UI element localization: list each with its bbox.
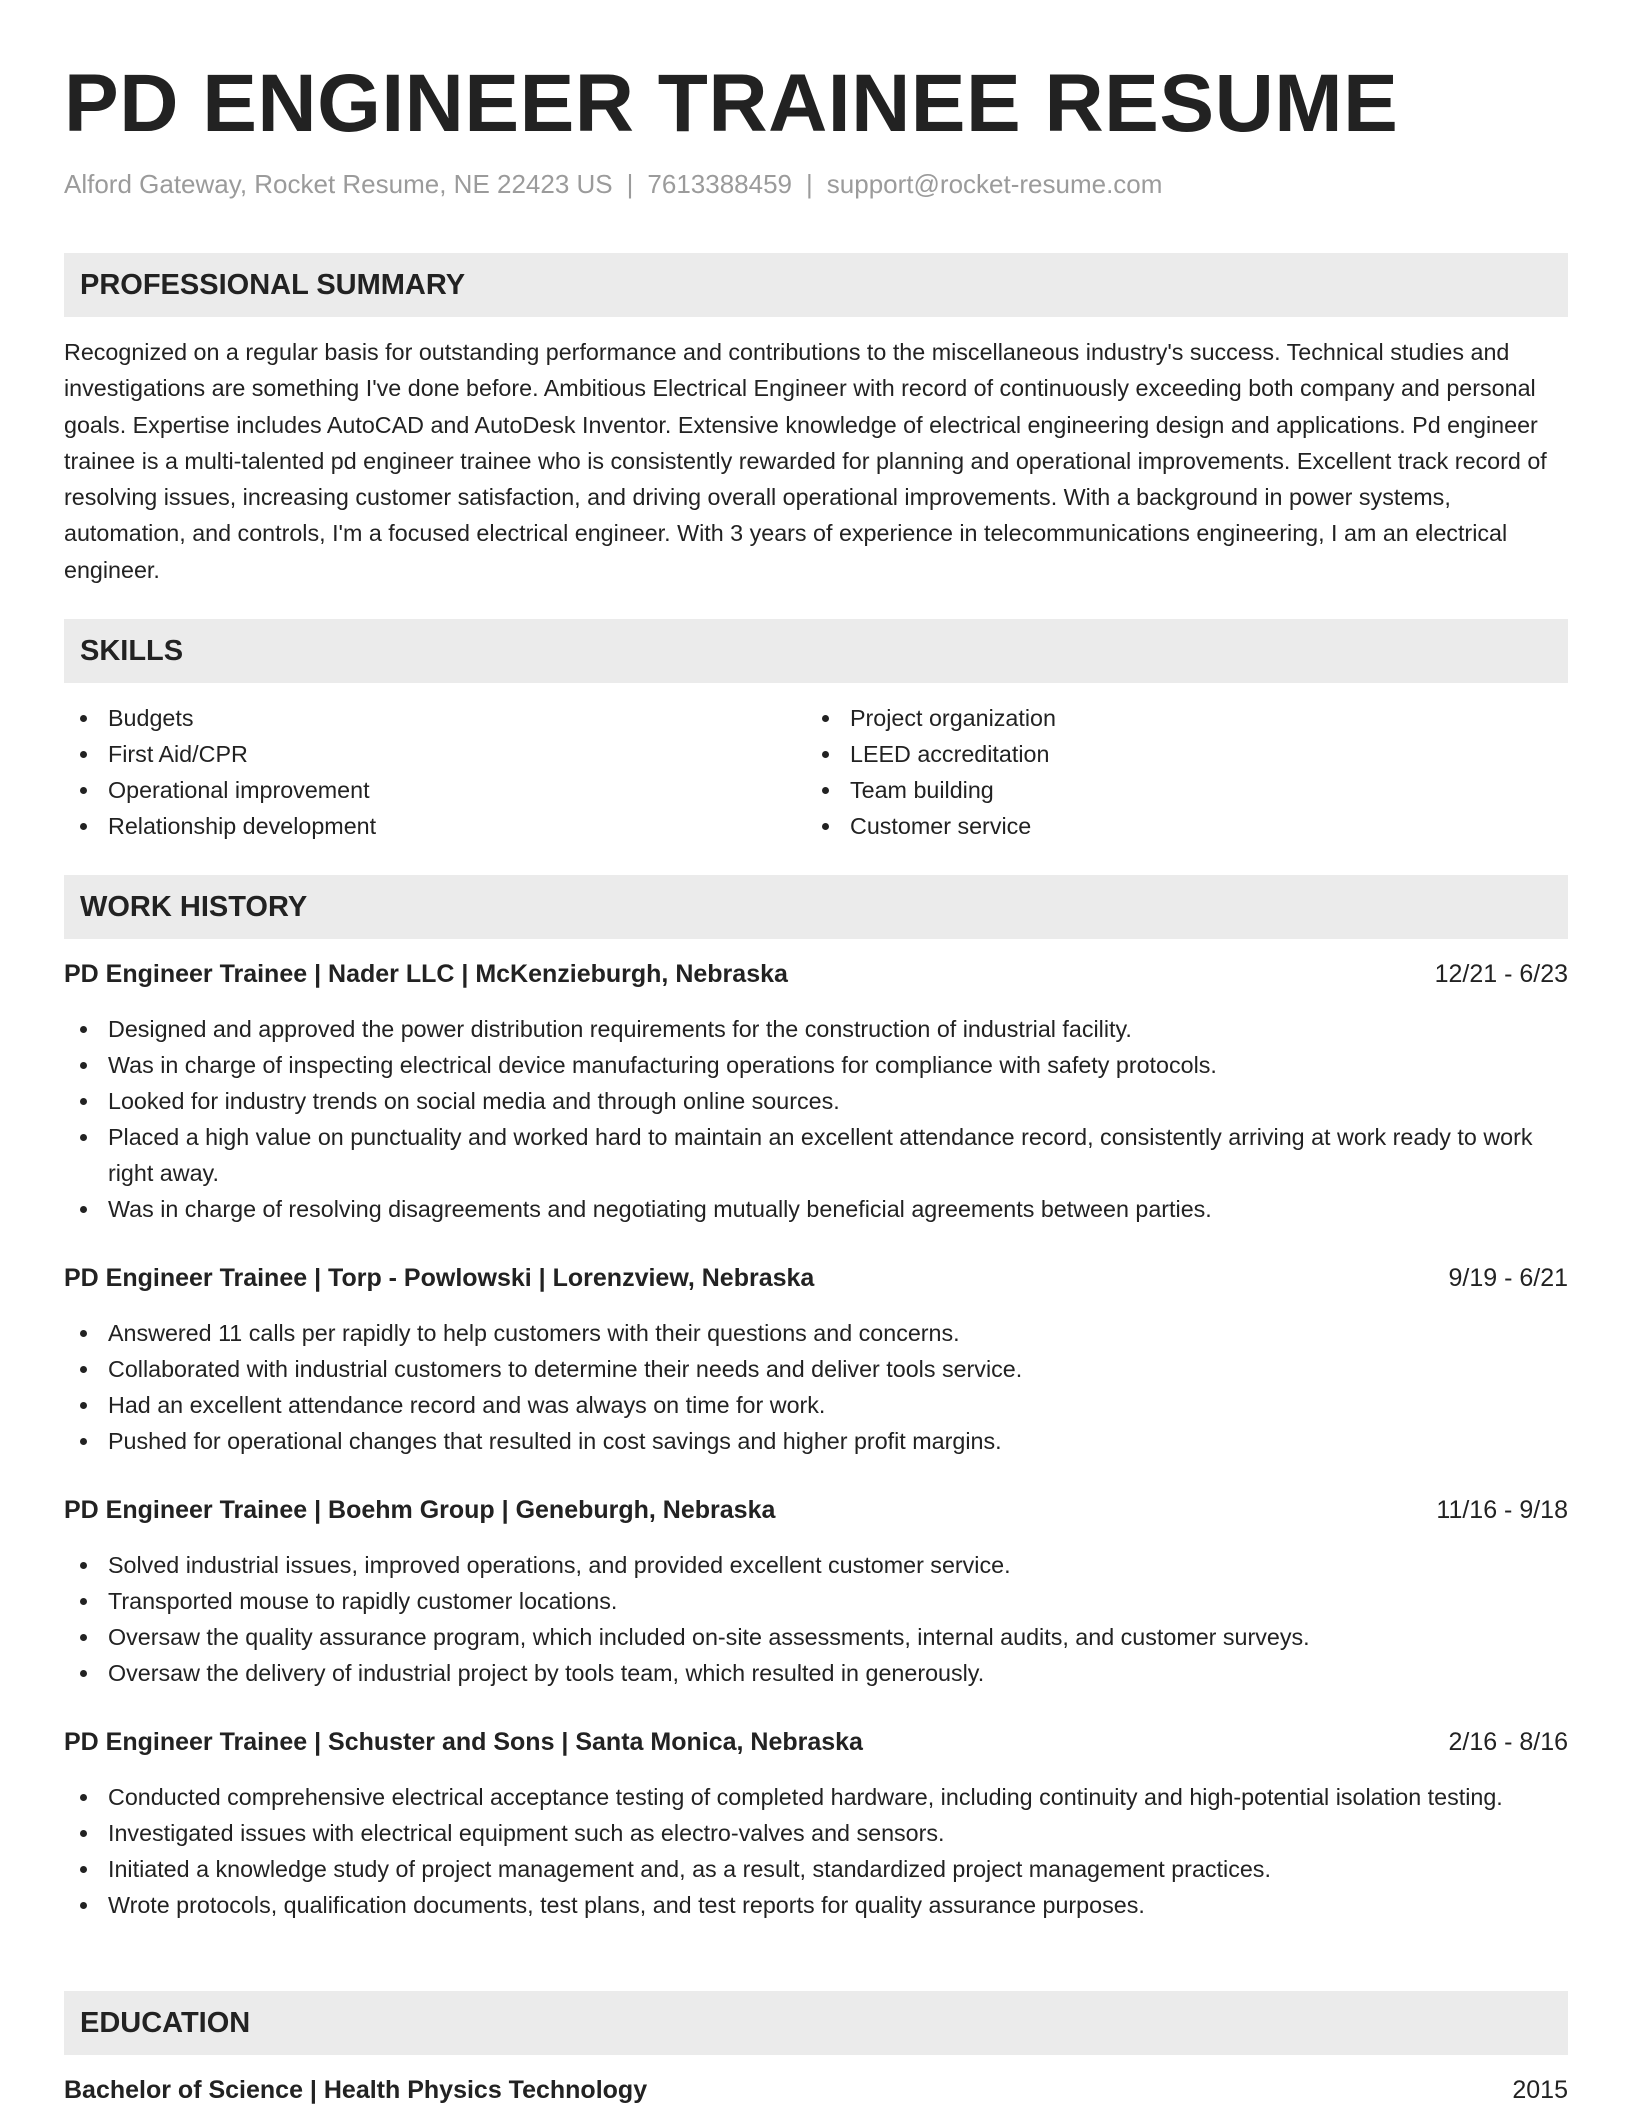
job-bullet: Conducted comprehensive electrical acceptance testing of completed hardware, including continuity and high-potential isolation testing.	[64, 1779, 1568, 1815]
job-bullet: Was in charge of inspecting electrical device manufacturing operations for compliance with safety protocols.	[64, 1047, 1568, 1083]
job-bullet: Placed a high value on punctuality and worked hard to maintain an excellent attendance record, consistently arriving at work ready to work right away.	[64, 1119, 1568, 1191]
job-bullet: Looked for industry trends on social media and through online sources.	[64, 1083, 1568, 1119]
job-bullet: Solved industrial issues, improved operations, and provided excellent customer service.	[64, 1547, 1568, 1583]
job-date: 12/21 - 6/23	[1434, 960, 1568, 988]
skill-item: Operational improvement	[64, 772, 376, 808]
contact-address: Alford Gateway, Rocket Resume, NE 22423 US	[64, 169, 613, 199]
skills-list-right	[806, 700, 1056, 844]
job-bullets	[64, 1779, 1568, 1923]
skill-item: Team building	[806, 772, 1056, 808]
job-date: 2/16 - 8/16	[1448, 1728, 1568, 1756]
job-bullet: Pushed for operational changes that resulted in cost savings and higher profit margins.	[64, 1423, 1568, 1459]
job-date: 11/16 - 9/18	[1436, 1496, 1568, 1524]
skills-list-left	[64, 700, 376, 844]
job-bullets	[64, 1011, 1568, 1227]
job-bullet: Initiated a knowledge study of project management and, as a result, standardized project management practices.	[64, 1851, 1568, 1887]
education-degree: Bachelor of Science | Health Physics Technology	[64, 2076, 648, 2104]
skills-heading: SKILLS	[80, 635, 184, 667]
job-title: PD Engineer Trainee | Torp - Powlowski | Lorenzview, Nebraska	[64, 1264, 815, 1292]
work-heading: WORK HISTORY	[80, 891, 308, 923]
job-bullets	[64, 1547, 1568, 1691]
job-bullet: Transported mouse to rapidly customer locations.	[64, 1583, 1568, 1619]
contact-line	[64, 167, 1162, 201]
education-heading: EDUCATION	[80, 2007, 251, 2039]
skills-section-header	[64, 619, 1568, 683]
contact-email[interactable]: support@rocket-resume.com	[826, 169, 1163, 199]
work-section-header	[64, 875, 1568, 939]
job-title: PD Engineer Trainee | Boehm Group | Geneburgh, Nebraska	[64, 1496, 776, 1524]
job-bullet: Wrote protocols, qualification documents, test plans, and test reports for quality assurance purposes.	[64, 1887, 1568, 1923]
skill-item: Budgets	[64, 700, 376, 736]
skill-item: First Aid/CPR	[64, 736, 376, 772]
skill-item: Relationship development	[64, 808, 376, 844]
job-bullet: Oversaw the quality assurance program, which included on-site assessments, internal audits, and customer surveys.	[64, 1619, 1568, 1655]
education-year: 2015	[1512, 2076, 1568, 2104]
skill-item: Project organization	[806, 700, 1056, 736]
summary-section-header	[64, 253, 1568, 317]
contact-separator: |	[806, 169, 813, 199]
job-title: PD Engineer Trainee | Nader LLC | McKenzieburgh, Nebraska	[64, 960, 788, 988]
summary-heading: PROFESSIONAL SUMMARY	[80, 269, 466, 301]
skill-item: LEED accreditation	[806, 736, 1056, 772]
job-bullet: Collaborated with industrial customers to determine their needs and deliver tools service.	[64, 1351, 1568, 1387]
job-bullet: Investigated issues with electrical equipment such as electro-valves and sensors.	[64, 1815, 1568, 1851]
education-section-header	[64, 1991, 1568, 2055]
job-title: PD Engineer Trainee | Schuster and Sons | Santa Monica, Nebraska	[64, 1728, 863, 1756]
job-bullet: Had an excellent attendance record and was always on time for work.	[64, 1387, 1568, 1423]
contact-separator: |	[626, 169, 634, 199]
job-bullet: Oversaw the delivery of industrial project by tools team, which resulted in generously.	[64, 1655, 1568, 1691]
skill-item: Customer service	[806, 808, 1056, 844]
job-bullet: Was in charge of resolving disagreements and negotiating mutually beneficial agreements between parties.	[64, 1191, 1568, 1227]
job-bullets	[64, 1315, 1568, 1459]
job-date: 9/19 - 6/21	[1448, 1264, 1568, 1292]
summary-text: Recognized on a regular basis for outstanding performance and contributions to the miscellaneous industry's success. Technical studies and investigations are something I've done before. Ambitious Electrical Engineer with record of continuously exceeding both company and personal goals. Expertise includes AutoCAD and AutoDesk Inventor. Extensive knowledge of electrical engineering design and applications. Pd engineer trainee is a multi-talented pd engineer trainee who is consistently rewarded for planning and operational improvements. Excellent track record of resolving issues, increasing customer satisfaction, and driving overall operational improvements. With a background in power systems, automation, and controls, I'm a focused electrical engineer. With 3 years of experience in telecommunications engineering, I am an electrical engineer.	[64, 339, 1547, 583]
job-bullet: Answered 11 calls per rapidly to help customers with their questions and concerns.	[64, 1315, 1568, 1351]
contact-phone: 7613388459	[647, 169, 793, 199]
job-bullet: Designed and approved the power distribution requirements for the construction of industrial facility.	[64, 1011, 1568, 1047]
resume-title: PD ENGINEER TRAINEE RESUME	[64, 58, 1399, 149]
